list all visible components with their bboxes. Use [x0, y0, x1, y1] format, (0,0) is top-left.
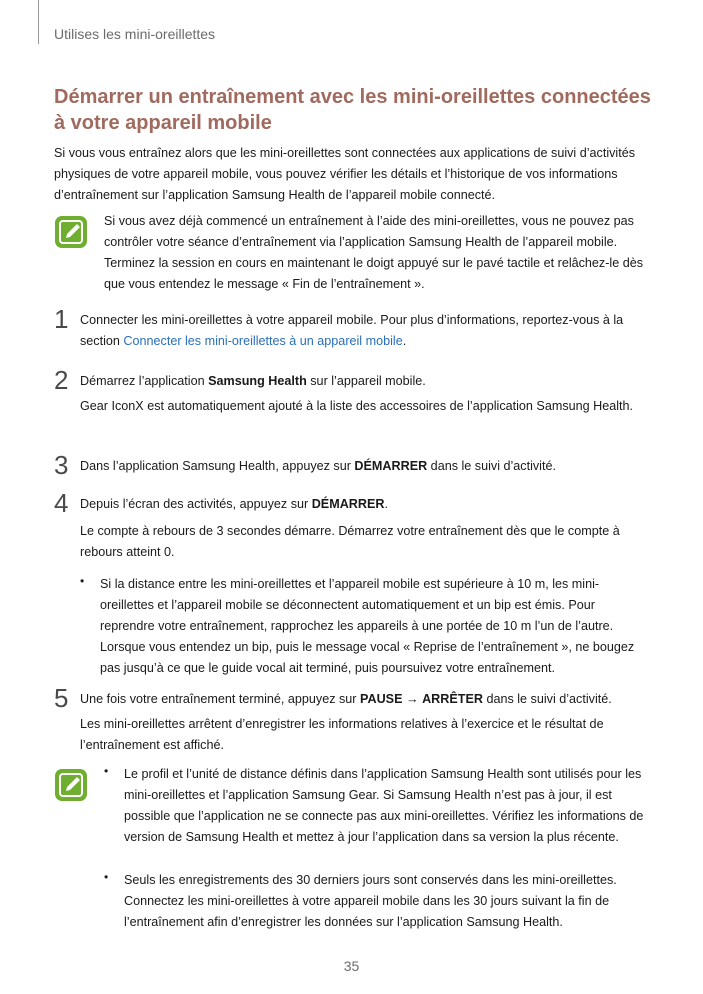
- note-text: Si vous avez déjà commencé un entraînement à l’aide des mini-oreillettes, vous ne pouvez pas contrôler votre séance d’entraînement via l’application Samsung Health de l’appareil mobile. Terminez la session en cours en maintenant le doigt appuyé sur le pavé tactile et relâchez-le dès que vous entendez le message « Fin de l’entraînement ».: [104, 214, 644, 291]
- step-text: Une fois votre entraînement terminé, appuyez sur PAUSE → ARRÊTER dans le suivi d’activité.: [80, 692, 612, 706]
- step-number: 2: [54, 365, 69, 395]
- button-label: PAUSE: [360, 692, 403, 706]
- step-number: 1: [54, 304, 69, 334]
- step-text: Démarrez l’application Samsung Health sur l’appareil mobile.: [80, 374, 426, 388]
- step-detail: Les mini-oreillettes arrêtent d’enregistrer les informations relatives à l’exercice et le résultat de l’entraînement est affiché.: [80, 717, 604, 752]
- section-title: Démarrer un entraînement avec les mini-oreillettes connectées à votre appareil mobile: [54, 86, 651, 134]
- note-pencil-icon: [54, 768, 88, 802]
- step-detail: Le compte à rebours de 3 secondes démarre. Démarrez votre entraînement dès que le compte à rebours atteint 0.: [80, 524, 620, 559]
- note-pencil-icon: [54, 215, 88, 249]
- step-detail: Gear IconX est automatiquement ajouté à la liste des accessoires de l’application Samsung Health.: [80, 399, 634, 413]
- button-label: DÉMARRER: [311, 497, 385, 511]
- header-rule: [38, 0, 39, 44]
- page-number: 35: [343, 958, 360, 974]
- bullet-dot: •: [80, 574, 85, 588]
- button-label: ARRÊTER: [422, 692, 483, 706]
- section-link[interactable]: Connecter les mini-oreillettes à un appareil mobile: [123, 334, 403, 348]
- bullet-dot: •: [104, 870, 109, 884]
- intro-paragraph: Si vous vous entraînez alors que les mini-oreillettes sont connectées aux applications de suivi d’activités physiques de votre appareil mobile, vous pouvez vérifier les détails et l’historique de vos informations d’entraînement sur l’application Samsung Health de l’appareil mobile connecté.: [54, 146, 636, 202]
- running-header: Utilises les mini-oreillettes: [54, 26, 216, 42]
- step-number: 4: [54, 488, 69, 518]
- step-text: Depuis l’écran des activités, appuyez sur DÉMARRER.: [80, 497, 388, 511]
- step-text: Connecter les mini-oreillettes à votre appareil mobile. Pour plus d’informations, reportez-vous à la section Connecter les mini-oreillettes à un appareil mobile.: [80, 313, 624, 348]
- app-name: Samsung Health: [208, 374, 307, 388]
- bullet-dot: •: [104, 764, 109, 778]
- step-text: Dans l’application Samsung Health, appuyez sur DÉMARRER dans le suivi d’activité.: [80, 459, 556, 473]
- step-number: 3: [54, 450, 69, 480]
- button-label: DÉMARRER: [354, 459, 428, 473]
- step-number: 5: [54, 683, 69, 713]
